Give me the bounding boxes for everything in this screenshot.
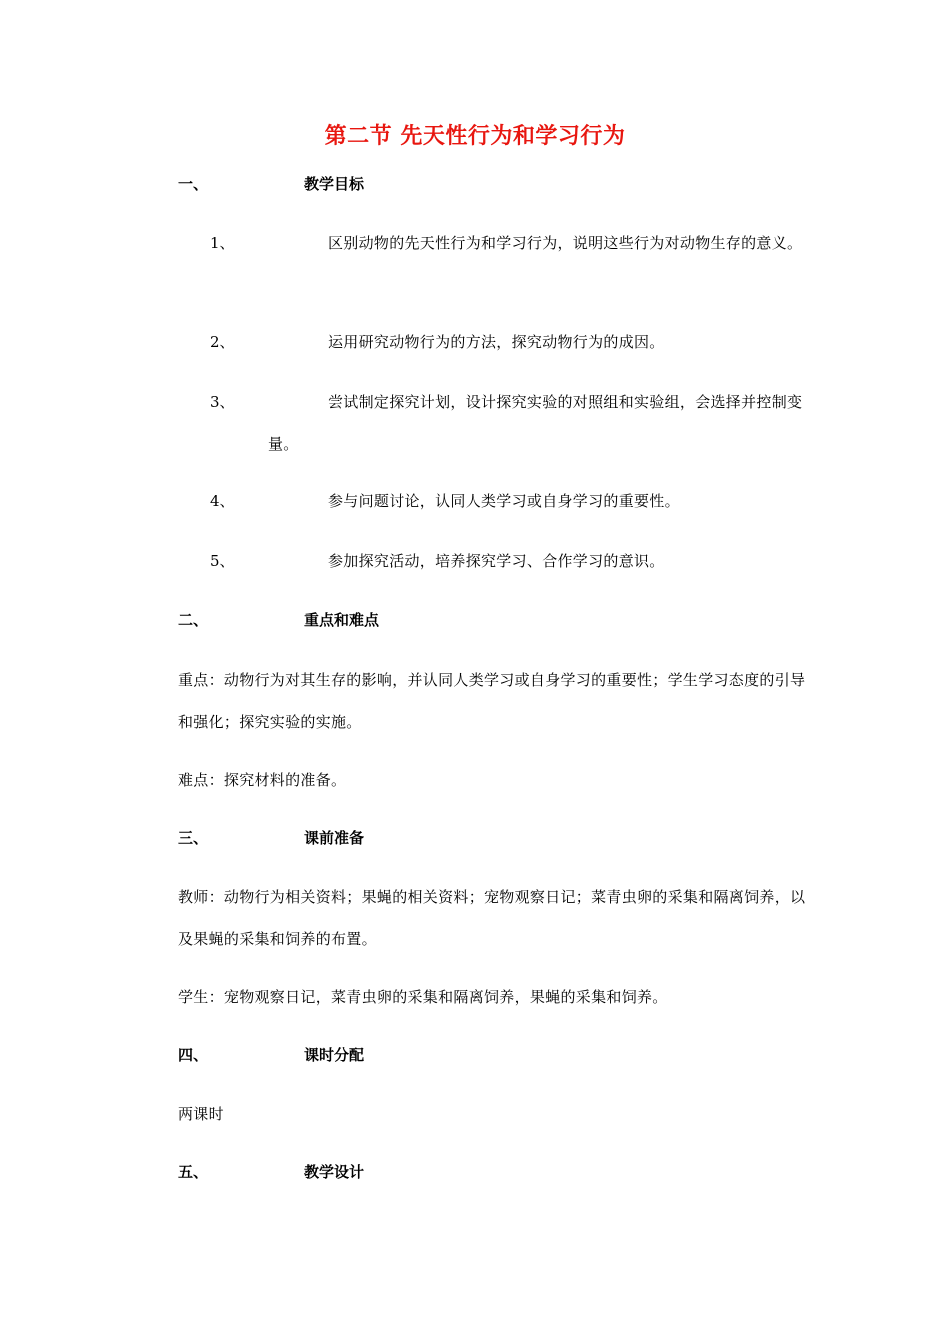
section-label: 课时分配 bbox=[304, 1046, 365, 1064]
objective-number: 3、 bbox=[210, 393, 235, 411]
section-number: 一、 bbox=[178, 175, 209, 193]
objective-number: 2、 bbox=[210, 333, 235, 351]
section-label: 课前准备 bbox=[304, 829, 365, 847]
teacher-preparation-paragraph: 教师：动物行为相关资料；果蝇的相关资料；宠物观察日记；菜青虫卵的采集和隔离饲养，以及果蝇的采集和饲养的布置。 bbox=[178, 888, 806, 948]
section-number: 四、 bbox=[178, 1046, 209, 1064]
hours-paragraph: 两课时 bbox=[178, 1105, 224, 1123]
section-number: 二、 bbox=[178, 611, 209, 629]
section-label: 重点和难点 bbox=[304, 611, 380, 629]
objective-number: 4、 bbox=[210, 492, 235, 510]
objective-text: 尝试制定探究计划，设计探究实验的对照组和实验组，会选择并控制变量。 bbox=[268, 393, 803, 453]
objective-text: 区别动物的先天性行为和学习行为，说明这些行为对动物生存的意义。 bbox=[328, 234, 803, 252]
objective-text: 参与问题讨论，认同人类学习或自身学习的重要性。 bbox=[328, 492, 680, 510]
section-number: 五、 bbox=[178, 1163, 209, 1181]
objective-number: 1、 bbox=[210, 234, 235, 252]
difficult-points-paragraph: 难点：探究材料的准备。 bbox=[178, 771, 347, 789]
document-title: 第二节 先天性行为和学习行为 bbox=[324, 123, 626, 149]
student-preparation-paragraph: 学生：宠物观察日记，菜青虫卵的采集和隔离饲养，果蝇的采集和饲养。 bbox=[178, 988, 668, 1006]
objective-text: 参加探究活动，培养探究学习、合作学习的意识。 bbox=[328, 552, 665, 570]
objective-text: 运用研究动物行为的方法，探究动物行为的成因。 bbox=[328, 333, 665, 351]
key-points-paragraph: 重点：动物行为对其生存的影响，并认同人类学习或自身学习的重要性；学生学习态度的引导和强化；探究实验的实施。 bbox=[178, 671, 806, 731]
section-label: 教学设计 bbox=[304, 1163, 365, 1181]
objective-number: 5、 bbox=[210, 552, 235, 570]
section-number: 三、 bbox=[178, 829, 209, 847]
section-label: 教学目标 bbox=[304, 175, 365, 193]
